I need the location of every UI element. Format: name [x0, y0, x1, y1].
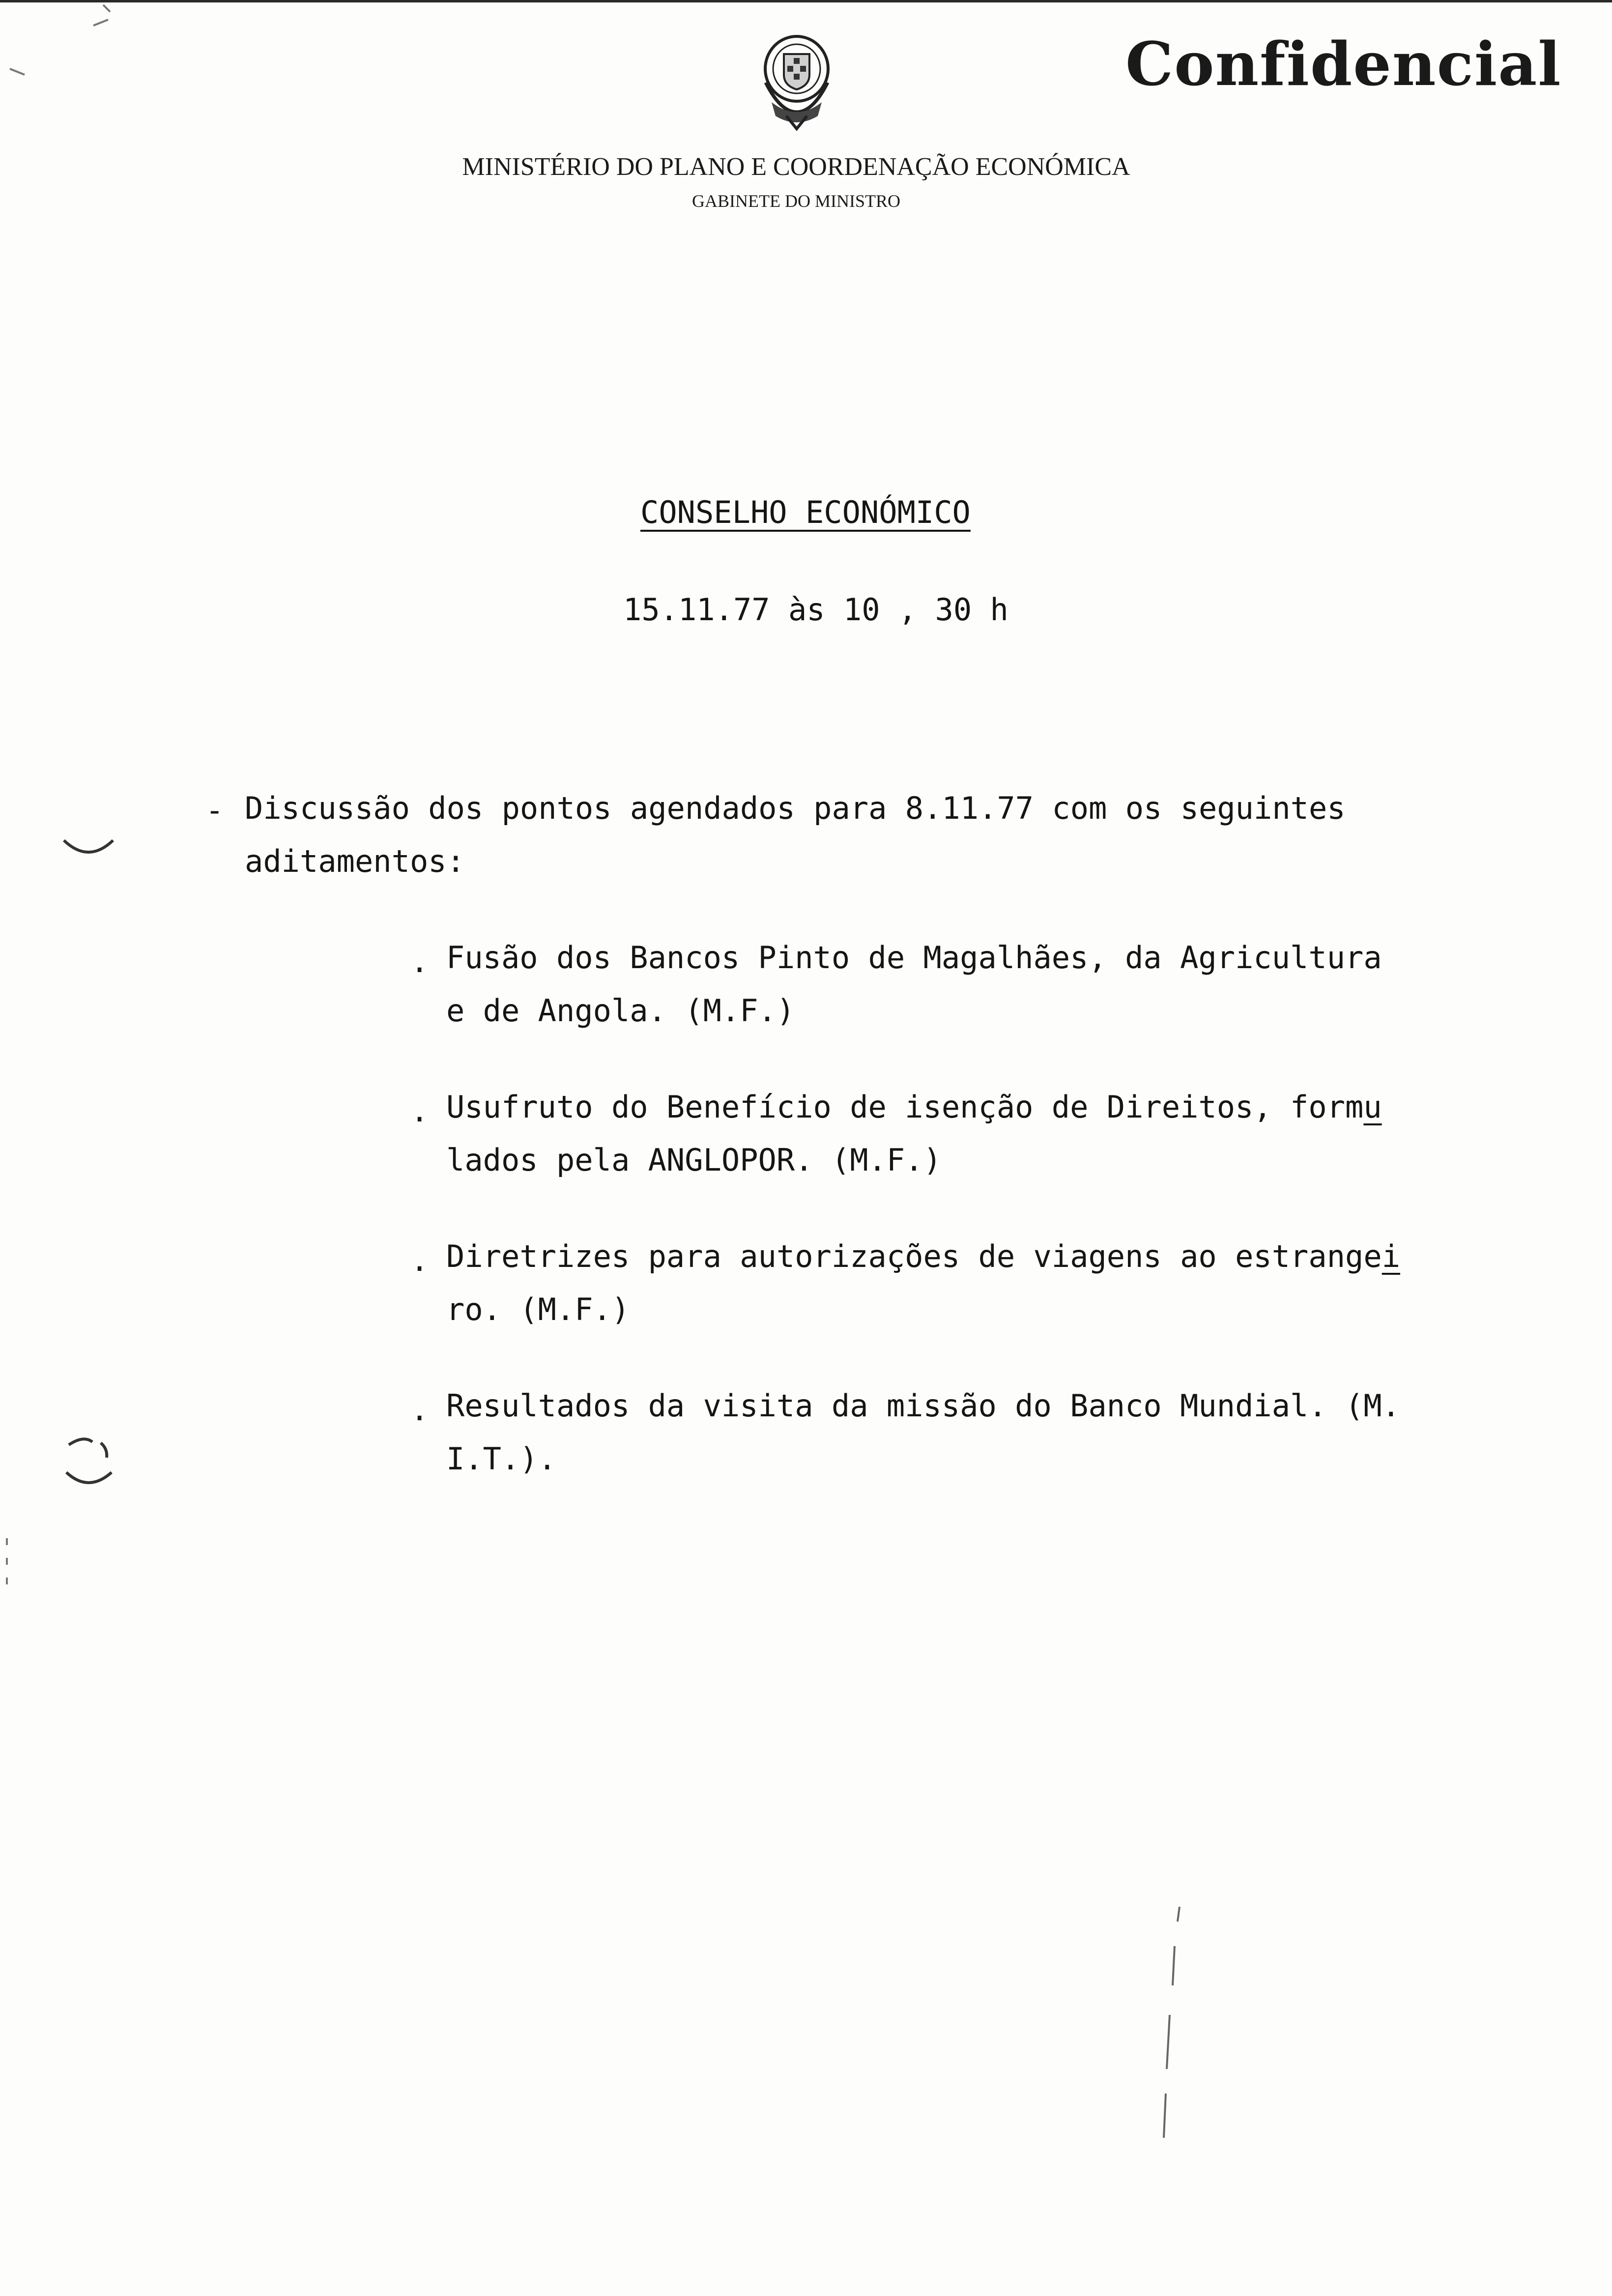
- agenda-item-2-line-1-tail: u: [1363, 1089, 1382, 1125]
- classification-stamp: Confidencial: [1125, 29, 1562, 99]
- agenda-item-3-line-2: ro. (M.F.): [446, 1292, 630, 1327]
- ministry-name: MINISTÉRIO DO PLANO E COORDENAÇÃO ECONÓMICA: [462, 153, 1130, 181]
- cabinet-name: GABINETE DO MINISTRO: [692, 191, 900, 211]
- agenda-item-bullet: .: [410, 944, 429, 979]
- agenda-dash: -: [205, 792, 224, 828]
- agenda-item-4-line-1: Resultados da visita da missão do Banco Mundial. (M.: [446, 1388, 1401, 1424]
- punch-hole-mark: [66, 1439, 112, 1483]
- agenda-item-bullet: .: [410, 1093, 429, 1129]
- agenda-item-1-line-2: e de Angola. (M.F.): [446, 993, 795, 1029]
- agenda-item-1-line-1: Fusão dos Bancos Pinto de Magalhães, da Agricultura: [446, 940, 1382, 976]
- agenda-intro-line-2: aditamentos:: [245, 843, 465, 879]
- agenda-item-3-line-1-main: Diretrizes para autorizações de viagens ao estrange: [446, 1238, 1382, 1274]
- agenda-item-2-line-2: lados pela ANGLOPOR. (M.F.): [446, 1142, 942, 1178]
- corner-scratch: [10, 5, 110, 75]
- coat-of-arms-icon: [757, 29, 836, 132]
- meeting-datetime: 15.11.77 às 10 , 30 h: [623, 592, 1008, 628]
- agenda-item-bullet: .: [410, 1392, 429, 1428]
- margin-scratch: [1164, 1907, 1180, 2138]
- agenda-item-2-line-1-main: Usufruto do Benefício de isenção de Direitos, form: [446, 1089, 1364, 1125]
- agenda-item-3-line-1: [446, 1238, 1401, 1274]
- top-edge-rule: [0, 0, 1612, 2]
- agenda-item-bullet: .: [410, 1242, 429, 1278]
- meeting-title: CONSELHO ECONÓMICO: [640, 494, 971, 530]
- agenda-item-4-line-2: I.T.).: [446, 1441, 556, 1477]
- agenda-item-3-line-1-tail: i: [1382, 1238, 1401, 1274]
- punch-hole-mark: [64, 840, 113, 852]
- agenda-item-2-line-1: [446, 1089, 1382, 1125]
- agenda-intro-line-1: Discussão dos pontos agendados para 8.11.77 com os seguintes: [245, 790, 1346, 826]
